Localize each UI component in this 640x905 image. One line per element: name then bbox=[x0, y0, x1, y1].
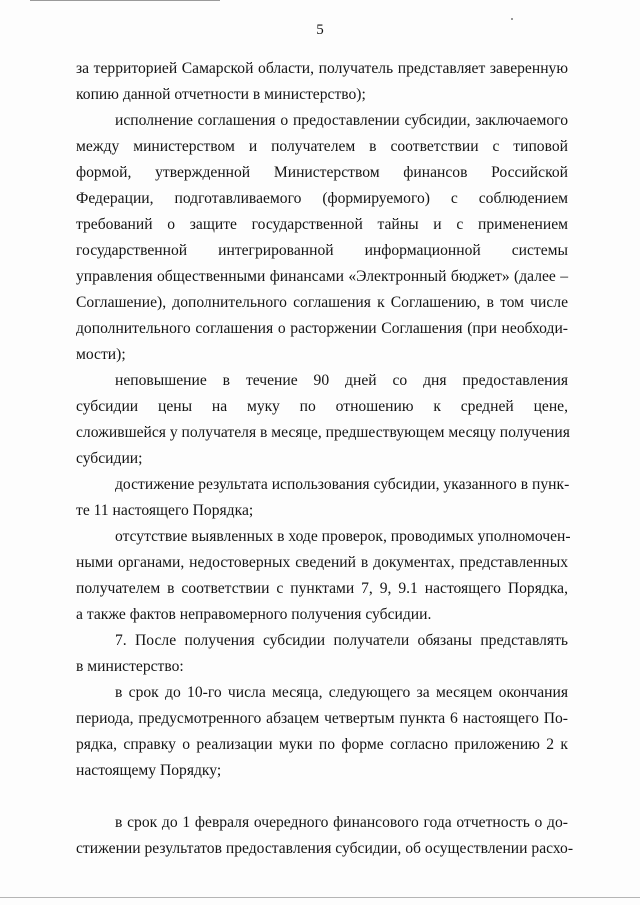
text-line: а также фактов неправомерного получения субсидии. bbox=[76, 606, 432, 623]
text-line: в срок до 1 февраля очередного финансового года отчетность о до- bbox=[115, 814, 568, 831]
text-line: требований о защите государственной тайны и с применением bbox=[76, 216, 568, 233]
text-line: те 11 настоящего Порядка; bbox=[76, 502, 254, 519]
text-line: за территорией Самарской области, получатель представляет заверенную bbox=[76, 60, 568, 77]
text-line: управления общественными финансами «Электронный бюджет» (далее – bbox=[76, 268, 568, 285]
text-line: дополнительного соглашения о расторжении Соглашения (при необходи- bbox=[76, 320, 568, 337]
text-line: ными органами, недостоверных сведений в документах, представленных bbox=[76, 554, 568, 571]
text-line: государственной интегрированной информационной системы bbox=[76, 242, 568, 259]
text-line: мости); bbox=[76, 346, 126, 363]
text-line: достижение результата использования субсидии, указанного в пунк- bbox=[115, 476, 570, 493]
text-line: между министерством и получателем в соответствии с типовой bbox=[76, 138, 568, 155]
text-line: отсутствие выявленных в ходе проверок, проводимых уполномочен- bbox=[115, 528, 571, 545]
scan-edge-bottom bbox=[0, 897, 640, 898]
text-line: в министерство: bbox=[76, 658, 184, 675]
text-line: формой, утвержденной Министерством финансов Российской bbox=[76, 164, 568, 181]
text-line: в срок до 10-го числа месяца, следующего за месяцем окончания bbox=[115, 684, 568, 701]
text-line: 7. После получения субсидии получатели обязаны представлять bbox=[115, 632, 568, 649]
text-line: неповышение в течение 90 дней со дня предоставления bbox=[115, 372, 568, 389]
scan-edge-top bbox=[30, 0, 220, 1]
page-number: 5 bbox=[316, 22, 324, 38]
text-line: периода, предусмотренного абзацем четвертым пункта 6 настоящего По- bbox=[76, 710, 568, 727]
scan-speck bbox=[511, 18, 513, 20]
text-line: субсидии цены на муку по отношению к средней цене, bbox=[76, 398, 568, 415]
text-line: настоящему Порядку; bbox=[76, 762, 222, 779]
text-line: субсидии; bbox=[76, 450, 143, 467]
text-line: рядка, справку о реализации муки по форме согласно приложению 2 к bbox=[76, 736, 568, 753]
text-line: Федерации, подготавливаемого (формируемого) с соблюдением bbox=[76, 190, 568, 207]
text-line: получателем в соответствии с пунктами 7, 9, 9.1 настоящего Порядка, bbox=[76, 580, 568, 597]
text-line: стижении результатов предоставления субсидии, об осуществлении расхо- bbox=[76, 840, 574, 857]
text-line: Соглашение), дополнительного соглашения к Соглашению, в том числе bbox=[76, 294, 568, 311]
text-line: копию данной отчетности в министерство); bbox=[76, 86, 366, 103]
text-line: сложившейся у получателя в месяце, предшествующем месяцу получения bbox=[76, 424, 570, 441]
text-line: исполнение соглашения о предоставлении субсидии, заключаемого bbox=[115, 112, 568, 129]
